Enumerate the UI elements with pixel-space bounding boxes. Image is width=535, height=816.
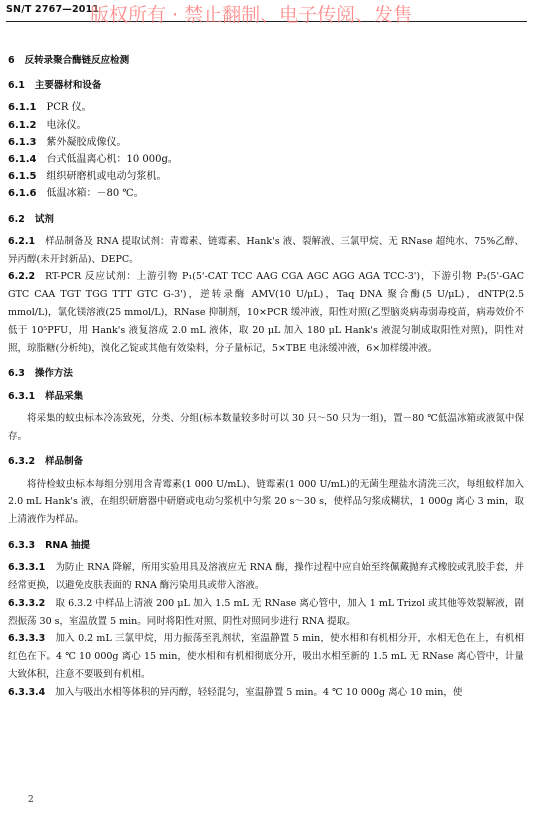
item-6-1-2: 6.1.2 电泳仪。 bbox=[8, 119, 87, 131]
section-6-3-heading: 6.3 操作方法 bbox=[8, 368, 73, 380]
section-6-3-3-heading: 6.3.3 RNA 抽提 bbox=[8, 540, 90, 551]
item-6-1-3: 6.1.3 紫外凝胶成像仪。 bbox=[8, 136, 127, 148]
item-6-3-3-2: 6.3.3.2 取 6.3.2 中样品上清液 200 μL 加入 1.5 mL 无 RNase 离心管中，加入 1 mL Trizol 或其他等效裂解液，剧烈振荡 30 s，室温放置 5 min。同时将阳性对照、阴性对照同步进行 RNA 提取。 bbox=[8, 597, 524, 627]
page-number: 2 bbox=[28, 795, 34, 805]
watermark: 版权所有 · 禁止翻制、电子传阅、发售 bbox=[90, 4, 413, 26]
section-6-2-heading: 6.2 试剂 bbox=[8, 213, 54, 225]
item-6-2-1: 6.2.1 样品制备及 RNA 提取试剂：青霉素、链霉素、Hank's 液、裂解液、三氯甲烷、无 RNase 超纯水、75%乙醇、异丙醇(未开封新品)、DEPC。 bbox=[8, 235, 524, 265]
standard-code: SN/T 2767—2011 bbox=[6, 4, 100, 15]
document-body bbox=[8, 52, 524, 702]
item-6-1-4: 6.1.4 台式低温离心机：10 000g。 bbox=[8, 154, 178, 166]
item-6-1-6: 6.1.6 低温冰箱：－80 ℃。 bbox=[8, 188, 144, 200]
item-6-1-1: 6.1.1 PCR 仪。 bbox=[8, 102, 92, 114]
paragraph-6-3-2: 将待检蚊虫标本每组分别用含青霉素(1 000 U/mL)、链霉素(1 000 U/mL)的无菌生理盐水清洗三次，每组蚊样加入 2.0 mL Hank's 液，在组织研磨器中研磨或电动匀浆机中匀浆 20 s～30 s，使样品匀浆成糊状，1 000g 离心 3 min，取上清液作为样品。 bbox=[8, 478, 524, 526]
paragraph-6-3-1: 将采集的蚊虫标本冷冻致死，分类、分组(标本数量较多时可以 30 只～50 只为一组)，置－80 ℃低温冰箱或液氮中保存。 bbox=[8, 412, 524, 442]
item-6-1-5: 6.1.5 组织研磨机或电动匀浆机。 bbox=[8, 171, 167, 183]
item-6-3-3-4: 6.3.3.4 加入与吸出水相等体积的异丙醇，轻轻混匀，室温静置 5 min。4 ℃ 10 000g 离心 10 min，使 bbox=[8, 686, 463, 698]
item-6-3-3-3: 6.3.3.3 加入 0.2 mL 三氯甲烷，用力振荡至乳剂状，室温静置 5 min，使水相和有机相分开，水相无色在上，有机相红色在下。4 ℃ 10 000g 离心 15 min，使水相和有机相彻底分开，吸出水相至新的 1.5 mL 无 RNase 离心管中，计量大致体积，注意不要吸到有机相。 bbox=[8, 633, 524, 680]
item-6-2-2: 6.2.2 RT-PCR 反应试剂：上游引物 P₁(5'-CAT TCC AAG CGA AGC AGG AGA TCC-3')，下游引物 P₂(5'-GAC GTC CAA TGT TGG TTT GTC G-3')，逆转录酶 AMV(10 U/μL)，Taq DNA 聚合酶(5 U/μL)，dNTP(2.5 mmol/L)，氯化镁溶液(25 mmol/L)，RNase 抑制剂，10×PCR 缓冲液，阳性对照(乙型脑炎病毒弱毒疫苗，病毒效价不低于 10⁵PFU，用 Hank's 液复溶成 2.0 mL 液体，取 20 μL 加入 180 μL Hank's 液混匀制成取阳性对照)，阴性对照，琼脂糖(分析纯)，溴化乙锭或其他有效染料，分子量标记，5×TBE 电泳缓冲液，6×加样缓冲液。 bbox=[8, 271, 524, 354]
section-6-3-1-heading: 6.3.1 样品采集 bbox=[8, 390, 84, 402]
section-6-3-2-heading: 6.3.2 样品制备 bbox=[8, 456, 84, 468]
section-6-heading: 6 反转录聚合酶链反应检测 bbox=[8, 55, 130, 66]
item-6-3-3-1: 6.3.3.1 为防止 RNA 降解，所用实验用具及溶液应无 RNA 酶，操作过程中应自始至终佩戴抛弃式橡胶或乳胶手套，并经常更换，以避免皮肤表面的 RNA 酶污染用具或带入溶液。 bbox=[8, 562, 524, 591]
section-6-1-heading: 6.1 主要器材和设备 bbox=[8, 80, 102, 92]
